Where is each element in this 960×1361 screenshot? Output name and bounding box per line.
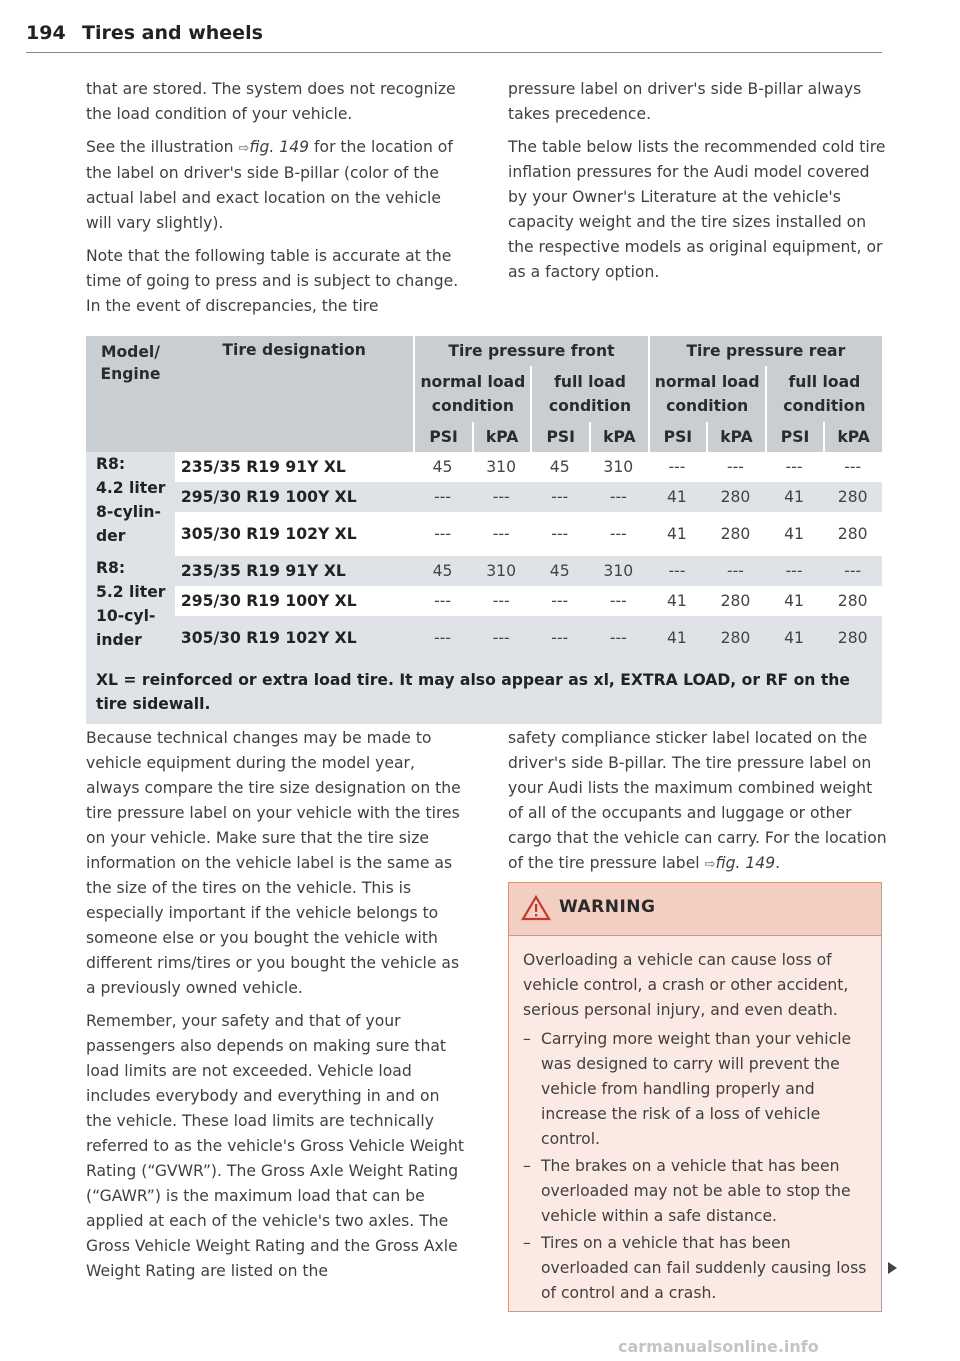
value-cell: ---	[609, 629, 627, 647]
table-row	[86, 556, 882, 586]
value-cell: ---	[492, 629, 510, 647]
value-cell: ---	[609, 592, 627, 610]
value-cell: ---	[844, 562, 862, 580]
value-cell: ---	[492, 488, 510, 506]
value-cell: 310	[486, 562, 517, 580]
bottom-left-column	[86, 726, 468, 1292]
value-cell: ---	[844, 458, 862, 476]
tire-designation: 235/35 R19 91Y XL	[180, 562, 346, 580]
table-row	[86, 512, 882, 556]
value-cell: 310	[603, 562, 634, 580]
model-line: R8:	[96, 559, 126, 577]
value-cell: 41	[666, 592, 687, 610]
model-line: 5.2 liter	[96, 583, 166, 601]
subheader-normal-load: normal load condition	[648, 366, 765, 422]
subheader-full-load: full load condition	[765, 366, 882, 422]
value-cell: 280	[720, 592, 751, 610]
col-header-model: Model/ Engine	[100, 343, 161, 383]
value-cell: 280	[720, 525, 751, 543]
warning-intro: Overloading a vehicle can cause loss of vehicle control, a crash or other accident, serious personal injury, and even death.	[523, 951, 849, 1019]
unit-psi: PSI	[765, 422, 824, 452]
value-cell: ---	[727, 458, 744, 476]
value-cell: ---	[551, 488, 569, 506]
arrow-right-icon: ⇨	[238, 141, 250, 156]
top-right-column	[508, 77, 888, 293]
value-cell: 41	[666, 629, 687, 647]
value-cell: 280	[837, 488, 868, 506]
value-cell: 41	[784, 629, 804, 647]
value-cell: 280	[837, 592, 868, 610]
value-cell: ---	[551, 592, 569, 610]
subheader-normal-load: normal load condition	[413, 366, 530, 422]
table-row	[86, 616, 882, 660]
value-cell: ---	[492, 592, 510, 610]
unit-psi: PSI	[648, 422, 707, 452]
paragraph: Note that the following table is accurate at the time of going to press and is subject to change. In the event of discrepancies, the tire	[86, 247, 459, 315]
value-cell: ---	[609, 488, 627, 506]
paragraph-text: See the illustration	[86, 138, 239, 156]
col-header-front: Tire pressure front	[413, 336, 647, 366]
list-item: – Carrying more weight than your vehicle was designed to carry will prevent the vehicle from handling properly and increase the risk of a loss of vehicle control.	[523, 1027, 867, 1152]
unit-kpa: kPA	[706, 422, 765, 452]
value-cell: 45	[549, 562, 570, 580]
list-item: – Tires on a vehicle that has been overloaded can fail suddenly causing loss of control and a crash.	[523, 1231, 867, 1306]
figure-reference-link[interactable]: fig. 149	[249, 138, 310, 156]
table-row	[86, 586, 882, 616]
page-number: 194	[26, 22, 66, 44]
bottom-right-column	[508, 726, 888, 885]
tire-pressure-table	[86, 336, 882, 724]
value-cell: ---	[551, 525, 569, 543]
unit-psi: PSI	[530, 422, 589, 452]
value-cell: 310	[486, 458, 517, 476]
watermark: carmanualsonline.info	[618, 1337, 819, 1356]
tire-designation: 295/30 R19 100Y XL	[180, 488, 357, 506]
arrow-right-icon: ⇨	[704, 857, 716, 872]
tire-designation: 305/30 R19 102Y XL	[180, 525, 357, 543]
paragraph-text: safety compliance sticker label located on the driver's side B-pillar. The tire pressure label on your Audi lists the maximum combined weight of all of the occupants and luggage or other cargo that the vehicle can carry. For the location of the tire pressure label	[508, 729, 887, 872]
warning-title: WARNING	[559, 897, 656, 917]
value-cell: ---	[609, 525, 627, 543]
tire-designation: 295/30 R19 100Y XL	[180, 592, 357, 610]
value-cell: 41	[666, 525, 687, 543]
value-cell: ---	[785, 562, 803, 580]
value-cell: 280	[837, 629, 868, 647]
model-line: 4.2 liter	[96, 479, 166, 497]
paragraph	[508, 726, 888, 877]
table-footnote-row	[86, 660, 882, 724]
subheader-full-load: full load condition	[530, 366, 647, 422]
value-cell: ---	[434, 525, 452, 543]
value-cell: ---	[434, 592, 452, 610]
paragraph: that are stored. The system does not recognize the load condition of your vehicle.	[86, 80, 456, 123]
unit-kpa: kPA	[589, 422, 648, 452]
top-left-column	[86, 77, 468, 327]
model-line: inder	[96, 631, 142, 649]
value-cell: 41	[784, 525, 804, 543]
value-cell: ---	[668, 458, 686, 476]
warning-box	[508, 882, 882, 1312]
value-cell: ---	[668, 562, 686, 580]
warning-triangle-icon	[521, 895, 551, 921]
paragraph-text: .	[775, 854, 781, 872]
continue-arrow-icon	[888, 1262, 897, 1274]
unit-kpa: kPA	[823, 422, 882, 452]
section-title: Tires and wheels	[82, 22, 263, 44]
figure-reference-link[interactable]: fig. 149	[715, 854, 776, 872]
paragraph: pressure label on driver's side B-pillar always takes precedence.	[508, 80, 862, 123]
model-line: der	[96, 527, 126, 545]
warning-body	[509, 936, 881, 1306]
unit-kpa: kPA	[472, 422, 531, 452]
unit-psi: PSI	[413, 422, 472, 452]
value-cell: 45	[549, 458, 570, 476]
paragraph	[86, 135, 468, 236]
value-cell: 41	[784, 592, 804, 610]
paragraph: The table below lists the recommended cold tire inflation pressures for the Audi model covered by your Owner's Literature at the vehicle's capacity weight and the tire sizes installed on the respective models as original equipment, or as a factory option.	[508, 138, 886, 281]
value-cell: 41	[784, 488, 804, 506]
value-cell: ---	[434, 629, 452, 647]
value-cell: ---	[551, 629, 569, 647]
value-cell: 280	[720, 488, 751, 506]
paragraph: Because technical changes may be made to vehicle equipment during the model year, always compare the tire size designation on the tire pressure label on your vehicle with the tires on your vehicle. Make sure that the tire size information on the vehicle label is the same as the size of the tires on the vehicle. This is especially important if the vehicle belongs to someone else or you bought the vehicle with different rims/tires or you bought the vehicle as a previously owned vehicle.	[86, 729, 461, 997]
model-line: 10-cyl-	[96, 607, 156, 625]
value-cell: ---	[785, 458, 803, 476]
list-item: – The brakes on a vehicle that has been overloaded may not be able to stop the vehicle within a safe distance.	[523, 1154, 867, 1229]
warning-list	[523, 1027, 867, 1306]
model-cell	[86, 556, 175, 660]
tire-designation: 235/35 R19 91Y XL	[180, 458, 346, 476]
table-row	[86, 452, 882, 482]
paragraph: Remember, your safety and that of your passengers also depends on making sure that load limits are not exceeded. Vehicle load includes everybody and everything in and on the vehicle. These load limits are technically referred to as the vehicle's Gross Vehicle Weight Rating (“GVWR”). The Gross Axle Weight Rating (“GAWR”) is the maximum load that can be applied at each of the vehicle's two axles. The Gross Vehicle Weight Rating and the Gross Axle Weight Rating are listed on the	[86, 1012, 465, 1280]
value-cell: ---	[434, 488, 452, 506]
value-cell: 45	[432, 562, 453, 580]
model-line: R8:	[96, 455, 126, 473]
col-header-tire: Tire designation	[222, 341, 366, 359]
value-cell: 280	[837, 525, 868, 543]
table-row	[86, 482, 882, 512]
value-cell: 280	[720, 629, 751, 647]
value-cell: ---	[492, 525, 510, 543]
paragraph-text: for the location of the label on driver's side B-pillar (color of the actual label and exact location on the vehicle will vary slightly).	[86, 138, 453, 232]
table-header-row	[86, 336, 882, 366]
col-header-rear: Tire pressure rear	[648, 336, 882, 366]
value-cell: ---	[727, 562, 744, 580]
page-header	[26, 22, 882, 53]
value-cell: 45	[432, 458, 453, 476]
warning-header	[509, 883, 881, 936]
model-cell	[86, 452, 175, 556]
value-cell: 310	[603, 458, 634, 476]
table-footnote: XL = reinforced or extra load tire. It may also appear as xl, EXTRA LOAD, or RF on the tire sidewall.	[86, 660, 882, 724]
value-cell: 41	[666, 488, 687, 506]
tire-designation: 305/30 R19 102Y XL	[180, 629, 357, 647]
model-line: 8-cylin-	[96, 503, 161, 521]
